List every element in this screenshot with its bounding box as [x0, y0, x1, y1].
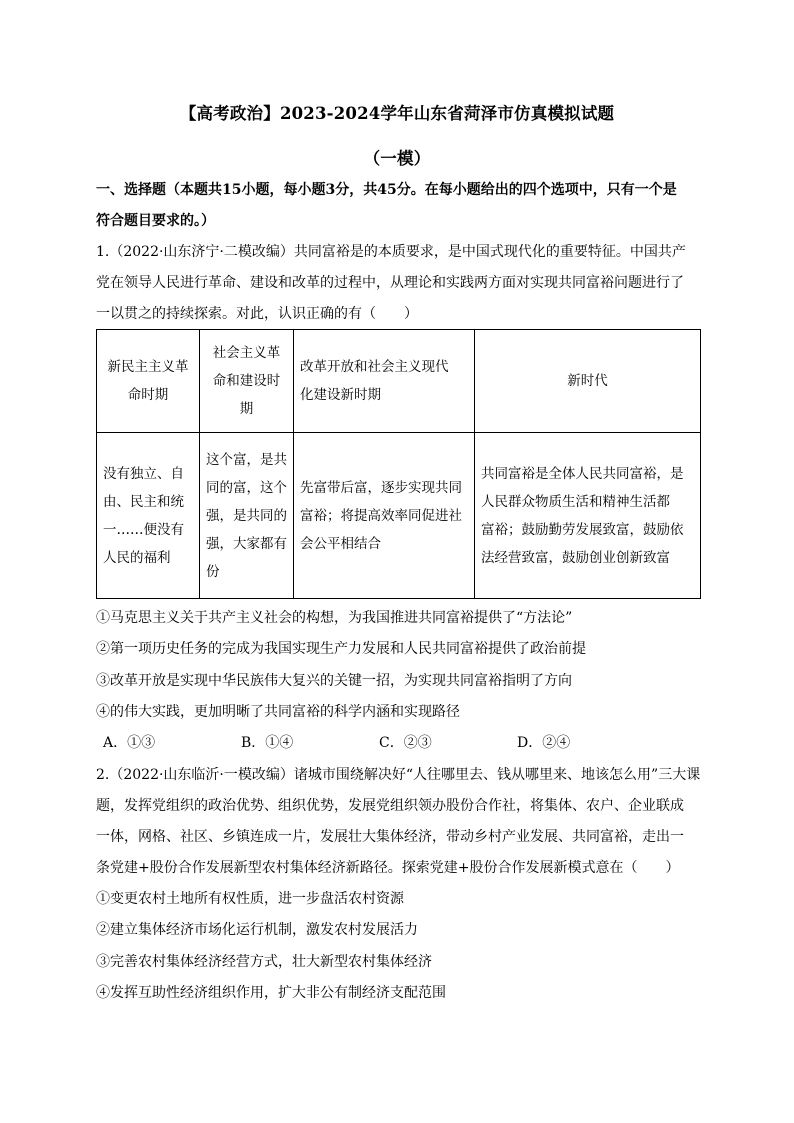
table-cell: 这个富，是共 同的富，这个 强，是共同的 强，大家都有 份 [200, 433, 294, 599]
q1-option-a: A．①③ [103, 735, 156, 751]
table-header-cell: 新时代 [475, 330, 701, 433]
q1-statement: ③改革开放是实现中华民族伟大复兴的关键一招，为实现共同富裕指明了方向 [96, 673, 572, 689]
q1-stem-line: 一以贯之的持续探索。对此，认识正确的有（ ） [96, 306, 418, 322]
q1-statement: ①马克思主义关于共产主义社会的构想，为我国推进共同富裕提供了“方法论” [96, 610, 573, 626]
q2-statement: ③完善农村集体经济经营方式，壮大新型农村集体经济 [96, 954, 432, 970]
document-subtitle: （一模） [363, 149, 431, 168]
table-header-cell: 改革开放和社会主义现代 化建设新时期 [294, 330, 475, 433]
q1-option-b: B．①④ [241, 735, 294, 751]
document-title: 【高考政治】2023-2024学年山东省菏泽市仿真模拟试题 [179, 104, 615, 123]
q1-option-d: D．②④ [517, 735, 571, 751]
q2-statement: ②建立集体经济市场化运行机制，激发农村发展活力 [96, 922, 418, 938]
q2-stem-line: 2.（2022·山东临沂·一模改编）诸城市围绕解决好“人往哪里去、钱从哪里来、地该怎么用”三大课 [96, 767, 701, 783]
table-cell: 共同富裕是全体人民共同富裕，是 人民群众物质生活和精神生活都 富裕；鼓励勤劳发展致富，鼓励依 法经营致富，鼓励创业创新致富 [475, 433, 701, 599]
q1-stem-line: 党在领导人民进行革命、建设和改革的过程中，从理论和实践两方面对实现共同富裕问题进行了 [96, 275, 684, 291]
table-row [97, 433, 701, 599]
table-header-cell: 新民主主义革 命时期 [97, 330, 200, 433]
q1-option-c: C．②③ [379, 735, 432, 751]
q1-stem-line: 1.（2022·山东济宁·二模改编）共同富裕是的本质要求，是中国式现代化的重要特征。中国共产 [96, 244, 686, 260]
q1-statement: ②第一项历史任务的完成为我国实现生产力发展和人民共同富裕提供了政治前提 [96, 641, 586, 657]
section-heading-cont: 符合题目要求的。） [96, 213, 215, 229]
section-heading: 一、选择题（本题共15小题，每小题3分，共45分。在每小题给出的四个选项中，只有一个是 [96, 182, 677, 198]
q1-table [96, 329, 701, 599]
q2-stem-line: 条党建+股份合作发展新型农村集体经济新路径。探索党建+股份合作发展新模式意在（ ） [96, 860, 680, 876]
table-cell: 先富带后富，逐步实现共同 富裕；将提高效率同促进社 会公平相结合 [294, 433, 475, 599]
table-header-cell: 社会主义革 命和建设时 期 [200, 330, 294, 433]
table-header-row [97, 330, 701, 433]
q2-statement: ④发挥互助性经济组织作用，扩大非公有制经济支配范围 [96, 985, 446, 1001]
table-cell: 没有独立、自 由、民主和统 一……便没有 人民的福利 [97, 433, 200, 599]
q1-statement: ④的伟大实践，更加明晰了共同富裕的科学内涵和实现路径 [96, 704, 460, 720]
q2-statement: ①变更农村土地所有权性质，进一步盘活农村资源 [96, 891, 404, 907]
q2-stem-line: 一体，网格、社区、乡镇连成一片，发展壮大集体经济，带动乡村产业发展、共同富裕，走出一 [96, 829, 684, 845]
q2-stem-line: 题，发挥党组织的政治优势、组织优势，发展党组织领办股份合作社，将集体、农户、企业联成 [96, 798, 684, 814]
